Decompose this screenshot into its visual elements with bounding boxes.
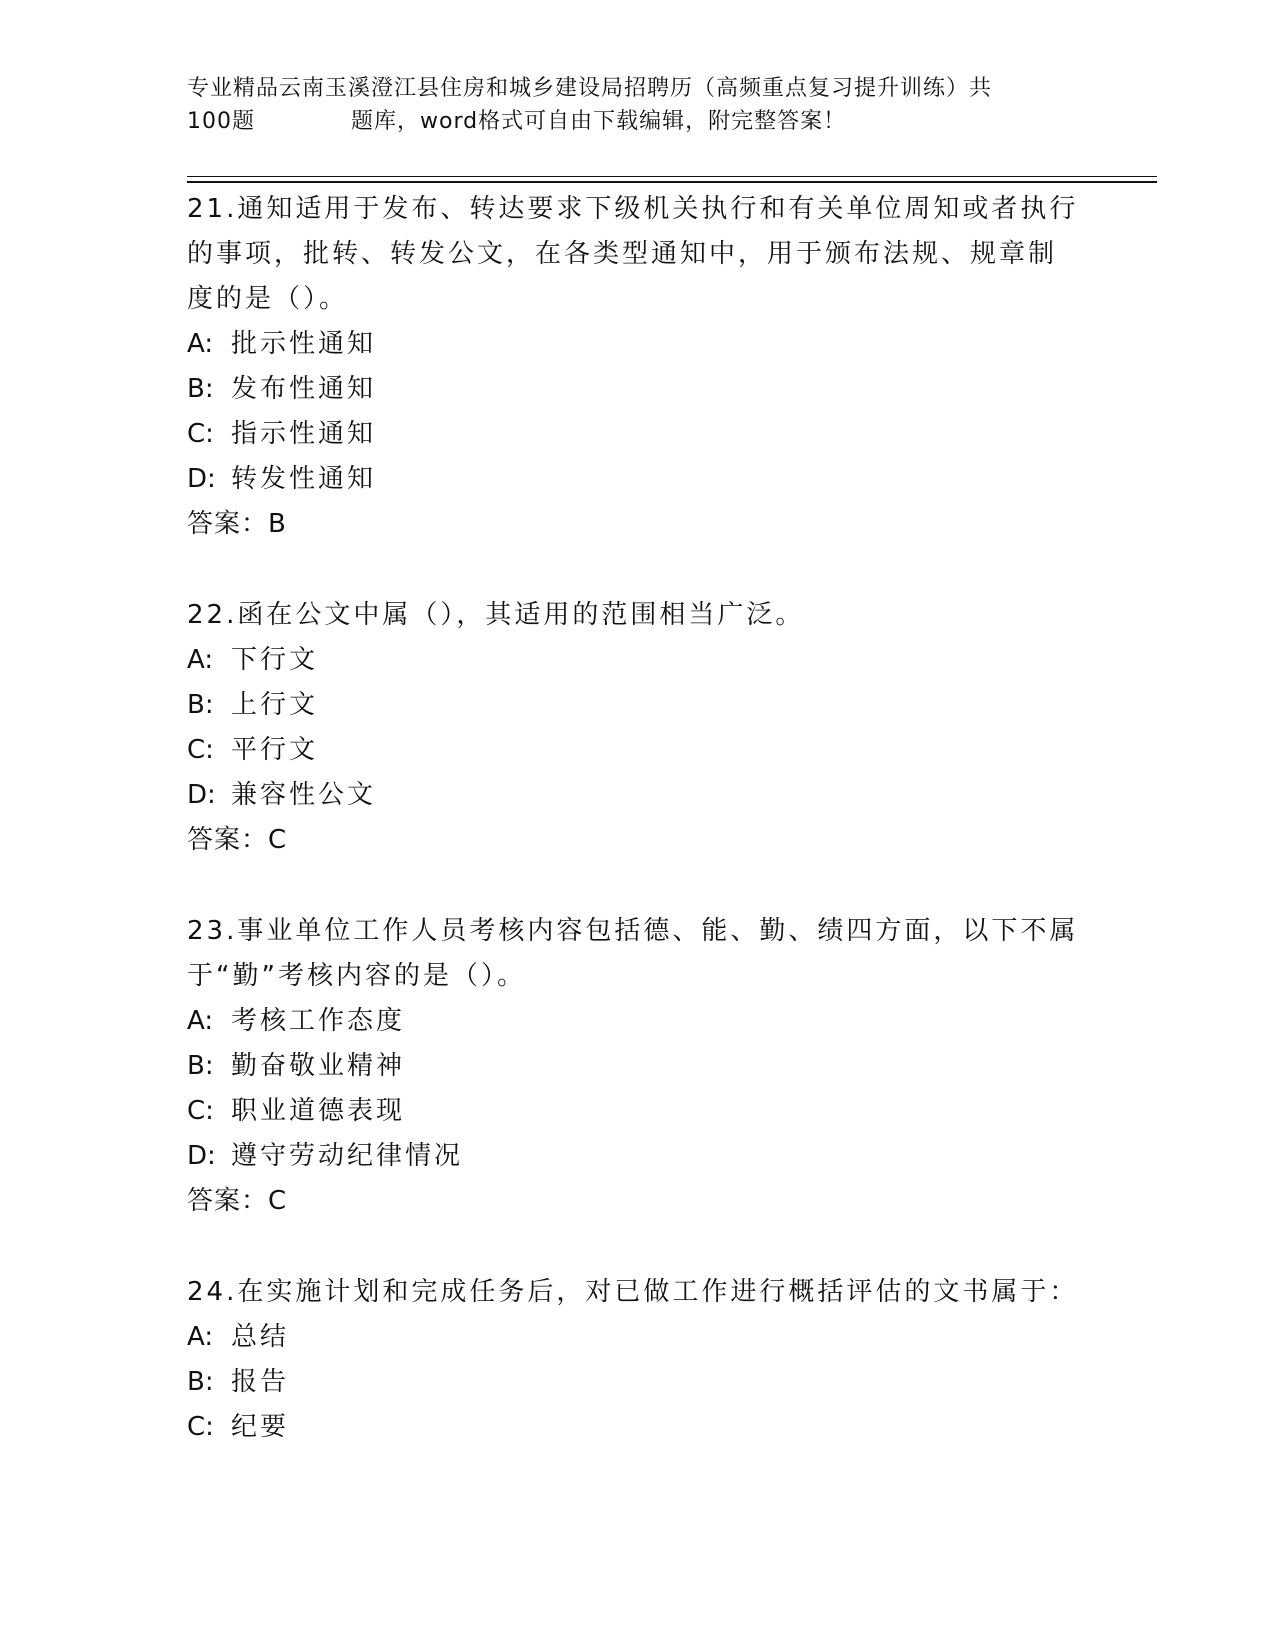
option-text: 平行文 [231, 735, 319, 765]
header-divider-thick [187, 181, 1157, 183]
option-d [187, 457, 1087, 502]
option-d [187, 1134, 1087, 1179]
option-c [187, 1089, 1087, 1134]
option-c [187, 412, 1087, 457]
answer-text: 答案：C [187, 1186, 288, 1216]
option-key: A: [187, 1006, 214, 1036]
option-key: C: [187, 1412, 214, 1442]
option-key: A: [187, 645, 214, 675]
option-b [187, 1360, 1087, 1405]
question-22 [187, 593, 1087, 863]
option-key: B: [187, 1051, 214, 1081]
option-text: 职业道德表现 [231, 1096, 406, 1126]
option-key: D: [187, 1141, 216, 1171]
option-c [187, 728, 1087, 773]
question-list [187, 187, 1087, 1496]
option-text: 下行文 [231, 645, 319, 675]
option-text: 发布性通知 [231, 374, 377, 404]
header-count: 100题 [187, 109, 255, 134]
option-text: 勤奋敬业精神 [231, 1051, 406, 1081]
answer-text: 答案：C [187, 825, 288, 855]
question-text-line: 度的是（）。 [187, 284, 349, 314]
header-divider-thin [187, 176, 1157, 177]
option-text: 兼容性公文 [231, 780, 377, 810]
option-b [187, 1044, 1087, 1089]
question-24 [187, 1270, 1087, 1450]
question-text-line: 22.函在公文中属（），其适用的范围相当广泛。 [187, 600, 805, 630]
option-text: 遵守劳动纪律情况 [231, 1141, 464, 1171]
question-text-line: 21.通知适用于发布、转达要求下级机关执行和有关单位周知或者执行 [187, 194, 1079, 224]
answer-text: 答案：B [187, 509, 287, 539]
option-key: B: [187, 374, 214, 404]
option-a [187, 1315, 1087, 1360]
option-text: 批示性通知 [231, 329, 377, 359]
option-a [187, 322, 1087, 367]
option-text: 上行文 [231, 690, 319, 720]
option-key: D: [187, 464, 216, 494]
document-header [187, 72, 1087, 138]
option-key: D: [187, 780, 216, 810]
option-key: B: [187, 1367, 214, 1397]
option-d [187, 773, 1087, 818]
option-key: C: [187, 419, 214, 449]
question-text-line: 24.在实施计划和完成任务后，对已做工作进行概括评估的文书属于： [187, 1277, 1079, 1307]
option-key: C: [187, 1096, 214, 1126]
option-text: 转发性通知 [231, 464, 377, 494]
question-text-line: 23.事业单位工作人员考核内容包括德、能、勤、绩四方面，以下不属 [187, 916, 1079, 946]
option-a [187, 638, 1087, 683]
option-a [187, 999, 1087, 1044]
question-23 [187, 909, 1087, 1224]
header-line-1: 专业精品云南玉溪澄江县住房和城乡建设局招聘历（高频重点复习提升训练）共 [187, 76, 993, 101]
option-key: B: [187, 690, 214, 720]
option-text: 报告 [231, 1367, 290, 1397]
question-text-line: 于“勤”考核内容的是（）。 [187, 961, 526, 991]
question-text-line: 的事项，批转、转发公文，在各类型通知中，用于颁布法规、规章制 [187, 239, 1058, 269]
header-line-2 [187, 105, 1087, 138]
question-21 [187, 187, 1087, 547]
option-text: 纪要 [231, 1412, 290, 1442]
option-key: C: [187, 735, 214, 765]
option-text: 总结 [231, 1322, 290, 1352]
option-text: 考核工作态度 [231, 1006, 406, 1036]
option-c [187, 1405, 1087, 1450]
option-text: 指示性通知 [231, 419, 377, 449]
option-b [187, 683, 1087, 728]
option-key: A: [187, 1322, 214, 1352]
header-subtitle: 题库，word格式可自由下载编辑，附完整答案！ [351, 109, 847, 134]
option-b [187, 367, 1087, 412]
option-key: A: [187, 329, 214, 359]
